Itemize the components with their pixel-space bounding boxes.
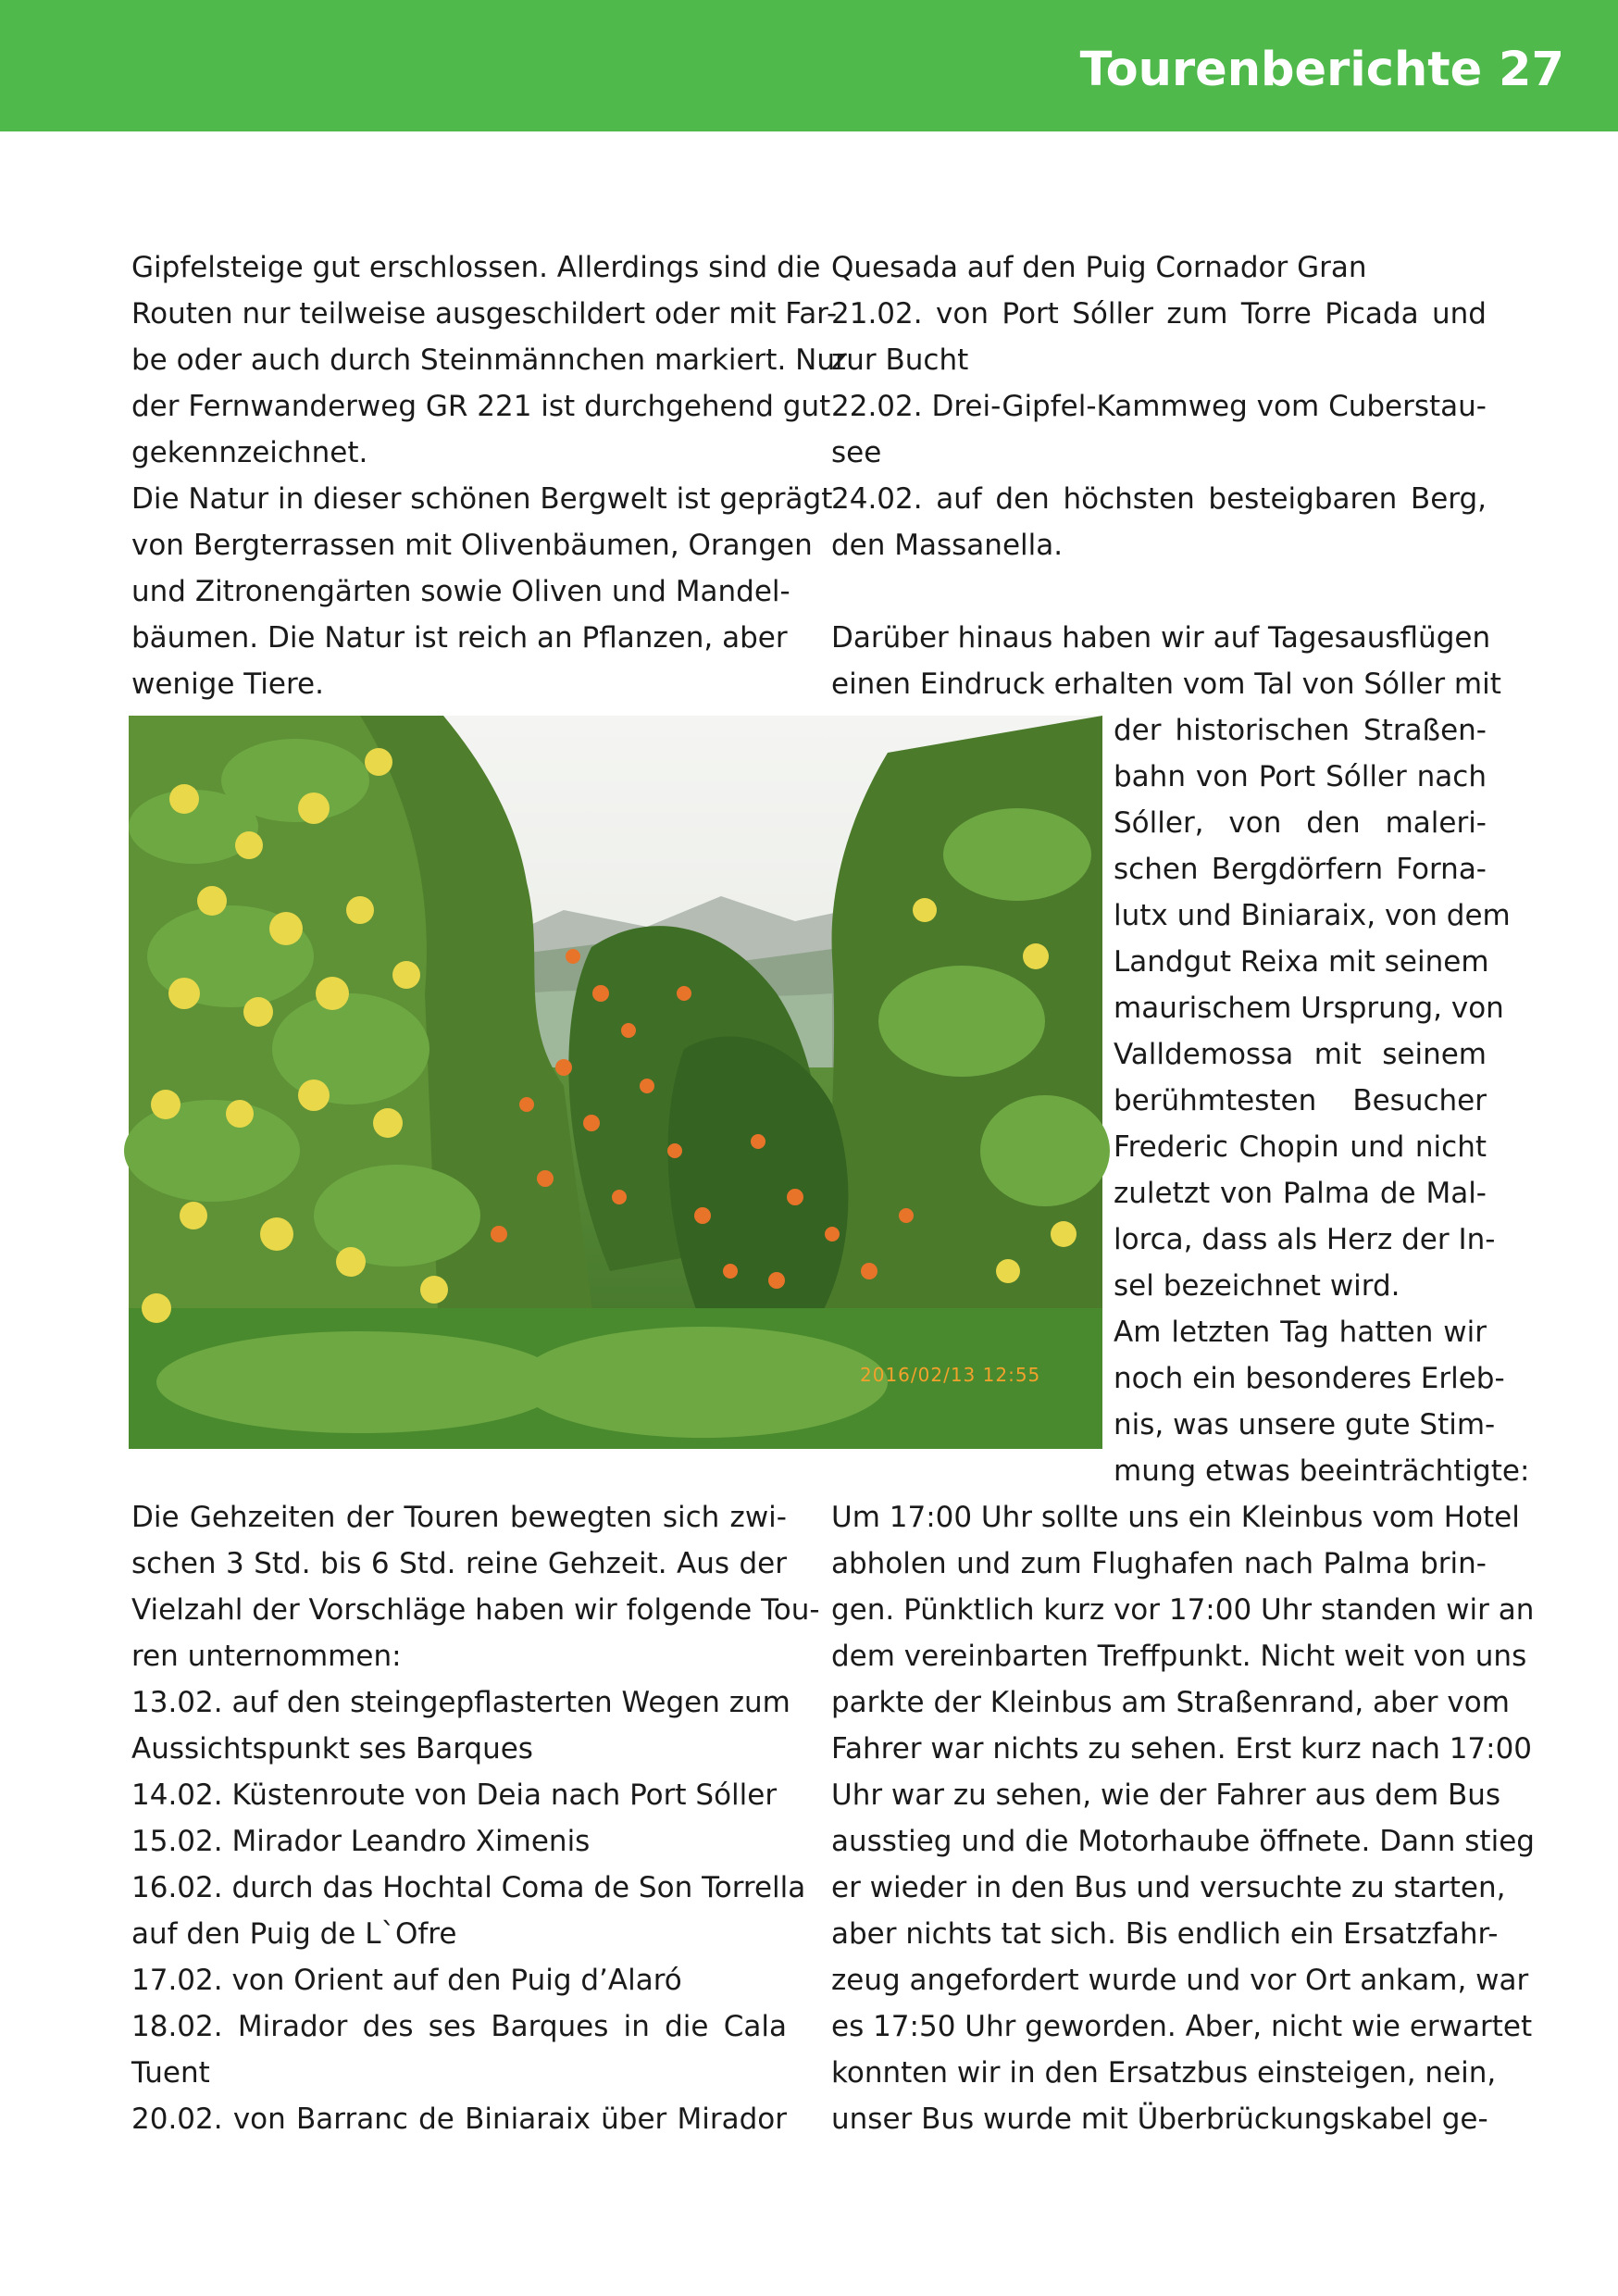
text-line: 15.02. Mirador Leandro Ximenis [131, 1825, 591, 1858]
text-line: 24.02. auf den höchsten besteigbaren Berg, [831, 482, 1487, 516]
text-line: schen 3 Std. bis 6 Std. reine Gehzeit. Aus der [131, 1547, 787, 1580]
text-line: und Zitronengärten sowie Oliven und Mandel- [131, 575, 790, 608]
text-line [831, 568, 1487, 615]
text-line: zur Bucht [831, 343, 969, 377]
right-column-bottom-text [831, 1494, 1535, 2142]
text-line: wenige Tiere. [131, 668, 324, 701]
text-line: Vielzahl der Vorschläge haben wir folgende Tou- [131, 1593, 820, 1627]
text-line: maurischem Ursprung, von [1114, 992, 1504, 1025]
page-header [0, 0, 1618, 131]
text-line: Die Natur in dieser schönen Bergwelt ist geprägt [131, 482, 833, 516]
text-line: bäumen. Die Natur ist reich an Pflanzen, aber [131, 621, 788, 655]
text-line: mung etwas beeinträchtigte: [1114, 1454, 1530, 1488]
text-line: ren unternommen: [131, 1640, 402, 1673]
text-line: 16.02. durch das Hochtal Coma de Son Torrella [131, 1871, 806, 1904]
text-line: Die Gehzeiten der Touren bewegten sich zwi- [131, 1501, 787, 1534]
text-line: 14.02. Küstenroute von Deia nach Port Sóller [131, 1778, 778, 1812]
text-line: konnten wir in den Ersatzbus einsteigen, nein, [831, 2056, 1497, 2090]
text-line: Landgut Reixa mit seinem [1114, 945, 1489, 979]
text-line: den Massanella. [831, 529, 1064, 562]
text-line: schen Bergdörfern Forna- [1114, 853, 1487, 886]
text-line: Am letzten Tag hatten wir [1114, 1316, 1487, 1349]
text-line: gekennzeichnet. [131, 436, 368, 469]
right-column-top-text [831, 244, 1501, 707]
page-title: Tourenberichte 27 [1079, 43, 1564, 97]
text-line: es 17:50 Uhr geworden. Aber, nicht wie erwartet [831, 2010, 1533, 2043]
text-line: sel bezeichnet wird. [1114, 1269, 1400, 1303]
text-line: Gipfelsteige gut erschlossen. Allerdings sind die [131, 251, 821, 284]
text-line: bahn von Port Sóller nach [1114, 760, 1487, 793]
text-line: zuletzt von Palma de Mal- [1114, 1177, 1487, 1210]
text-line: Uhr war zu sehen, wie der Fahrer aus dem Bus [831, 1778, 1501, 1812]
text-line: 18.02. Mirador des ses Barques in die Cala [131, 2010, 787, 2043]
text-line: er wieder in den Bus und versuchte zu starten, [831, 1871, 1506, 1904]
text-line: see [831, 436, 882, 469]
text-line: Quesada auf den Puig Cornador Gran [831, 251, 1367, 284]
text-line: noch ein besonderes Erleb- [1114, 1362, 1505, 1395]
text-line: berühmtesten Besucher [1114, 1084, 1487, 1117]
text-line: 13.02. auf den steingepflasterten Wegen zum [131, 1686, 790, 1719]
text-line: dem vereinbarten Treffpunkt. Nicht weit von uns [831, 1640, 1527, 1673]
text-line: Routen nur teilweise ausgeschildert oder mit Far- [131, 297, 838, 331]
text-line: aber nichts tat sich. Bis endlich ein Ersatzfahr- [831, 1917, 1499, 1951]
text-line: ausstieg und die Motorhaube öffnete. Dann stieg [831, 1825, 1535, 1858]
text-line: der Fernwanderweg GR 221 ist durchgehend gut [131, 390, 831, 423]
left-column-top-text [131, 244, 847, 707]
citrus-orchard-photo [129, 716, 1102, 1449]
text-line: 21.02. von Port Sóller zum Torre Picada und [831, 297, 1487, 331]
text-line: be oder auch durch Steinmännchen markiert. Nur [131, 343, 847, 377]
text-line: zeug angefordert wurde und vor Ort ankam, war [831, 1964, 1529, 1997]
text-line: Aussichtspunkt ses Barques [131, 1732, 533, 1766]
left-column-bottom-text [131, 1494, 820, 2142]
text-line: 20.02. von Barranc de Biniaraix über Mirador [131, 2103, 787, 2136]
text-line: unser Bus wurde mit Überbrückungskabel ge- [831, 2103, 1488, 2136]
text-line: lutx und Biniaraix, von dem [1114, 899, 1511, 932]
right-column-wrap-text [1114, 707, 1530, 1494]
text-line: Um 17:00 Uhr sollte uns ein Kleinbus vom Hotel [831, 1501, 1520, 1534]
text-line: Valldemossa mit seinem [1114, 1038, 1487, 1071]
text-line: auf den Puig de L`Ofre [131, 1917, 457, 1951]
text-line: lorca, dass als Herz der In- [1114, 1223, 1496, 1256]
text-line: 17.02. von Orient auf den Puig d’Alaró [131, 1964, 682, 1997]
text-line: Darüber hinaus haben wir auf Tagesausflügen [831, 621, 1491, 655]
text-line: einen Eindruck erhalten vom Tal von Sóller mit [831, 668, 1501, 701]
text-line: nis, was unsere gute Stim- [1114, 1408, 1496, 1441]
text-line: der historischen Straßen- [1114, 714, 1487, 747]
text-line: von Bergterrassen mit Olivenbäumen, Orangen [131, 529, 813, 562]
text-line: parkte der Kleinbus am Straßenrand, aber vom [831, 1686, 1510, 1719]
text-line: gen. Pünktlich kurz vor 17:00 Uhr standen wir an [831, 1593, 1535, 1627]
text-line: Fahrer war nichts zu sehen. Erst kurz nach 17:00 [831, 1732, 1533, 1766]
photo-date-stamp: 2016/02/13 12:55 [860, 1364, 1041, 1386]
text-line: abholen und zum Flughafen nach Palma brin- [831, 1547, 1487, 1580]
text-line: Frederic Chopin und nicht [1114, 1130, 1487, 1164]
text-line: Tuent [131, 2056, 210, 2090]
text-line: Sóller, von den maleri- [1114, 806, 1487, 840]
text-line: 22.02. Drei-Gipfel-Kammweg vom Cuberstau- [831, 390, 1487, 423]
